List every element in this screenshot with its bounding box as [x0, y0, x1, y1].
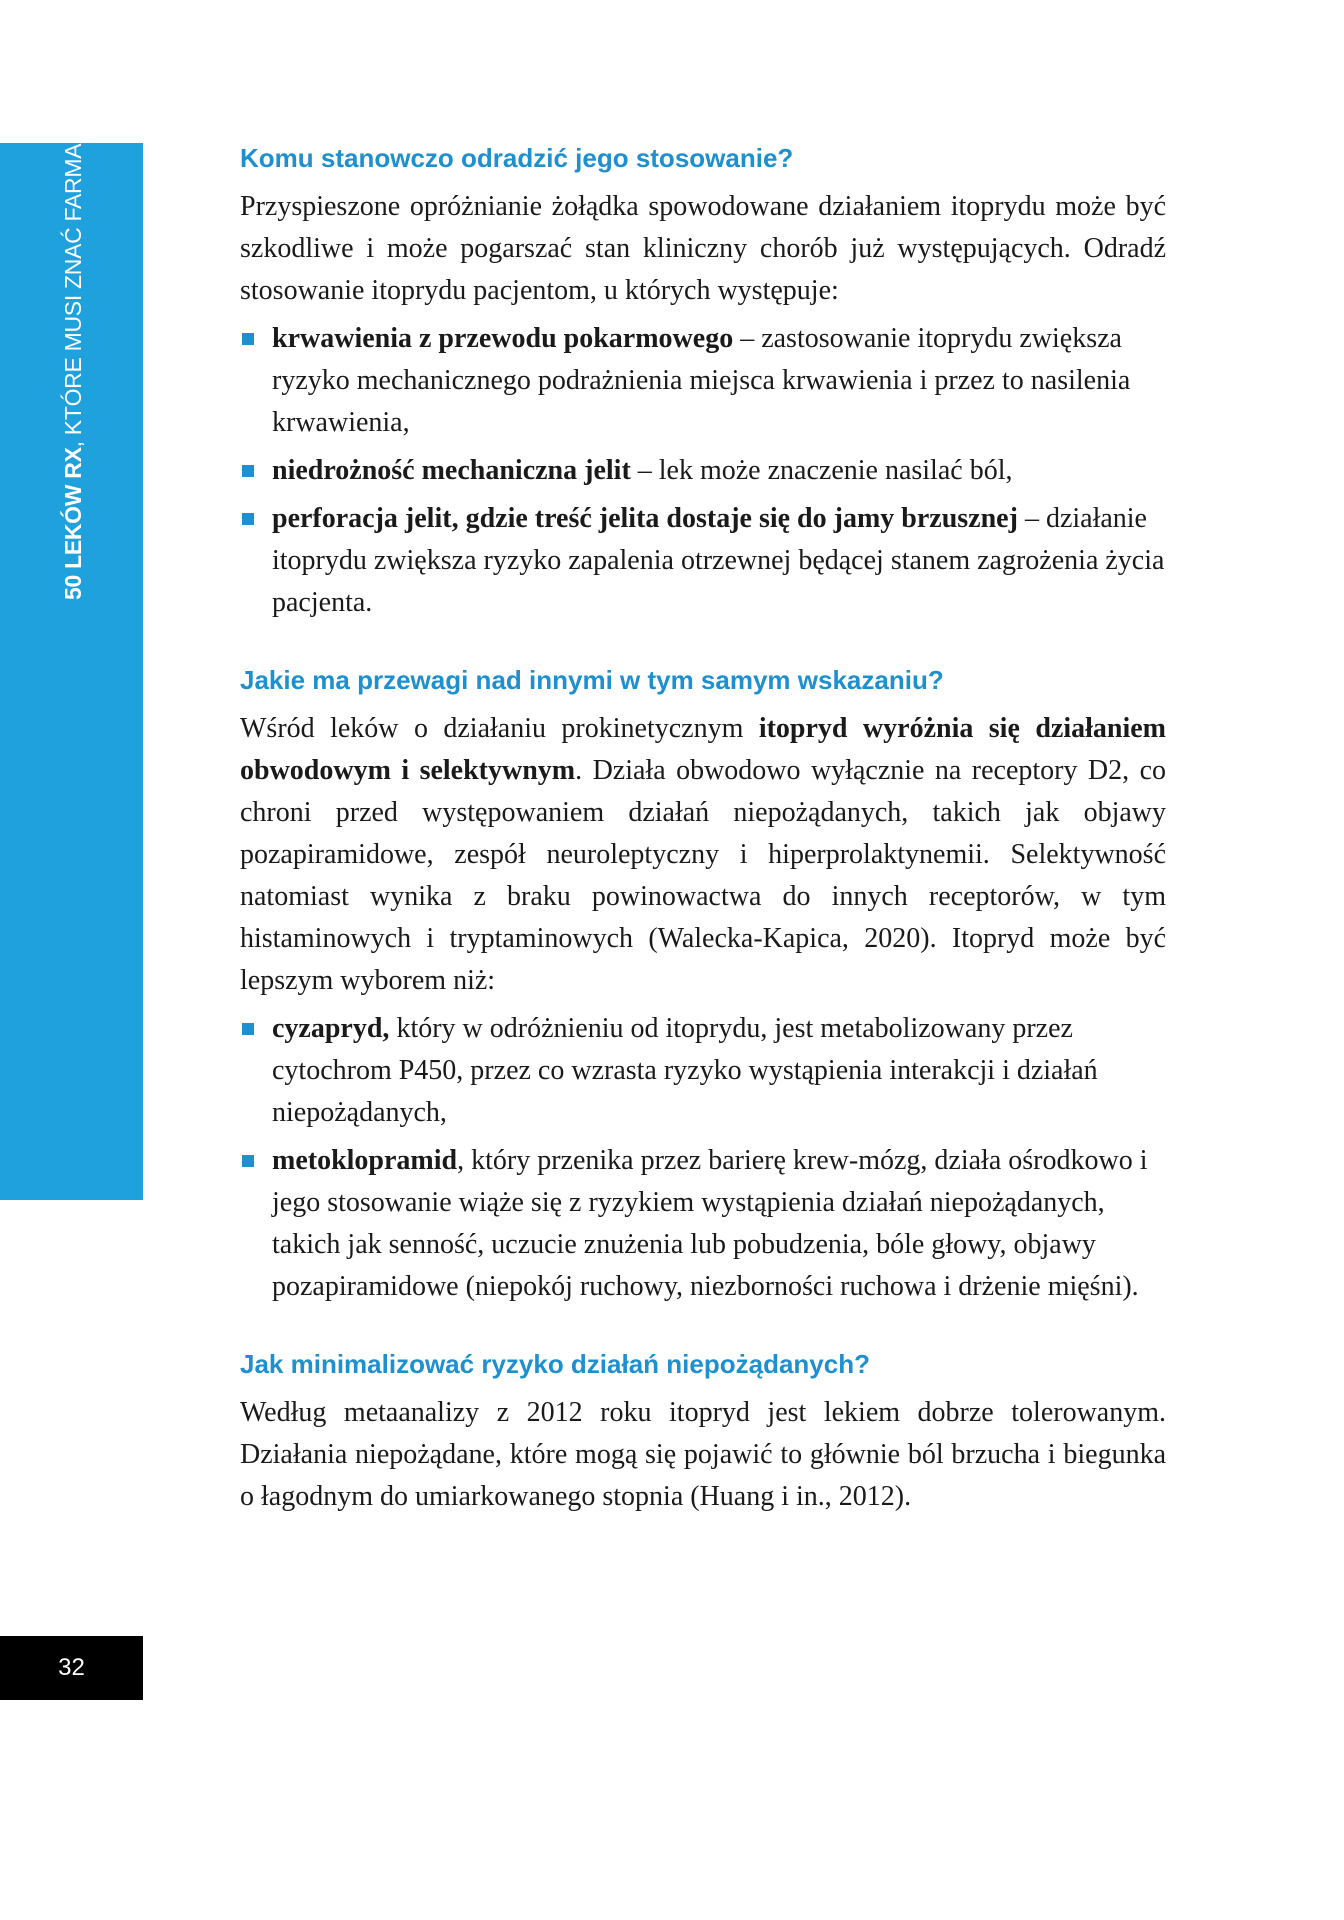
section-advantages [240, 660, 1166, 1308]
section-contraindications [240, 138, 1166, 624]
item-term: krwawienia z przewodu pokarmowego [272, 323, 734, 354]
bullet-list [240, 318, 1166, 624]
intro-text: Wśród leków o działaniu prokinetycznym [240, 713, 759, 744]
bullet-list [240, 1008, 1166, 1308]
square-bullet-icon [242, 513, 254, 525]
item-text: – lek może znaczenie nasilać ból, [630, 455, 1013, 486]
item-term: niedrożność mechaniczna jelit [272, 455, 631, 486]
item-term: cyzapryd, [272, 1013, 390, 1044]
section-intro: Przyspieszone opróżnianie żołądka spowodowane działaniem itoprydu może być szkodliwe i może pogarszać stan kliniczny chorób już występujących. Odradź stosowanie itoprydu pacjentom, u których występuje: [240, 191, 1166, 306]
item-term: perforacja jelit, gdzie treść jelita dostaje się do jamy brzusznej [272, 503, 1018, 534]
running-title-rest: , KTÓRE MUSI ZNAĆ FARMACEUTA [60, 69, 86, 448]
item-text: – zastosowanie itoprydu zwiększa ryzyko mechanicznego podrażnienia miejsca krwawienia i przez to nasilenia krwawienia, [272, 323, 1131, 438]
list-item [240, 498, 1166, 624]
section-heading: Jakie ma przewagi nad innymi w tym samym wskazaniu? [240, 665, 944, 695]
item-text: który w odróżnieniu od itoprydu, jest metabolizowany przez cytochrom P450, przez co wzrasta ryzyko wystąpienia interakcji i działań niepożądanych, [272, 1013, 1098, 1128]
main-content [240, 138, 1166, 1554]
section-heading: Jak minimalizować ryzyko działań niepożądanych? [240, 1349, 870, 1379]
running-title [56, 69, 90, 600]
square-bullet-icon [242, 1155, 254, 1167]
list-item [240, 1140, 1166, 1308]
square-bullet-icon [242, 333, 254, 345]
page-number: 32 [58, 1654, 85, 1681]
item-term: metoklopramid [272, 1145, 458, 1176]
list-item [240, 450, 1166, 492]
square-bullet-icon [242, 1023, 254, 1035]
intro-text: . Działa obwodowo wyłącznie na receptory D2, co chroni przed występowaniem działań niepożądanych, takich jak objawy pozapiramidowe, zespół neuroleptyczny i hiperprolaktynemii. Selektywność natomiast wynika z braku powinowactwa do innych receptorów, w tym histaminowych i tryptaminowych (Walecka-Kapica, 2020). Itopryd może być lepszym wyborem niż: [240, 755, 1167, 996]
section-intro: Według metaanalizy z 2012 roku itopryd jest lekiem dobrze tolerowanym. Działania niepożądane, które mogą się pojawić to głównie ból brzucha i biegunka o łagodnym do umiarkowanego stopnia (Huang i in., 2012). [240, 1397, 1166, 1512]
intro-bold: itopryd wyróżnia się działaniem obwodowym i selektywnym [240, 713, 1166, 786]
list-item [240, 1008, 1166, 1134]
item-text: , który przenika przez barierę krew-mózg, działa ośrodkowo i jego stosowanie wiąże się z ryzykiem wystąpienia działań niepożądanych, takich jak senność, uczucie znużenia lub pobudzenia, bóle głowy, objawy pozapiramidowe (niepokój ruchowy, niezborności ruchowa i drżenie mięśni). [272, 1145, 1148, 1302]
square-bullet-icon [242, 465, 254, 477]
section-heading: Komu stanowczo odradzić jego stosowanie? [240, 143, 794, 173]
item-text: – działanie itoprydu zwiększa ryzyko zapalenia otrzewnej będącej stanem zagrożenia życia pacjenta. [272, 503, 1165, 618]
running-title-bold: 50 LEKÓW RX [60, 447, 86, 600]
section-intro [240, 708, 1166, 1002]
section-side-effects [240, 1344, 1166, 1518]
list-item [240, 318, 1166, 444]
